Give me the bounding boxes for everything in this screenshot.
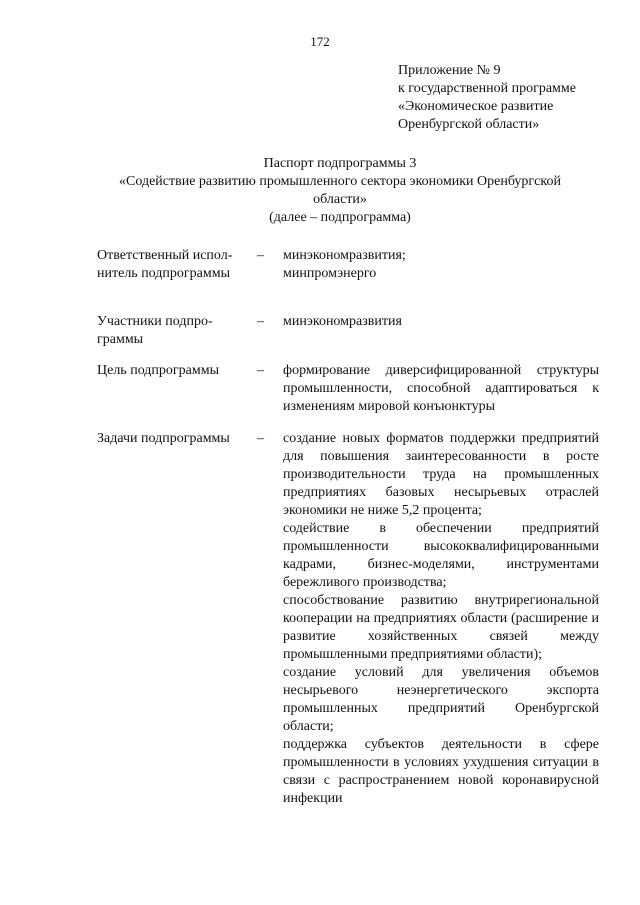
section-responsible-executor <box>97 247 607 283</box>
title-line: (далее – подпрограмма) <box>269 210 411 225</box>
label-line: нитель подпрограммы <box>97 266 230 281</box>
content-paragraph: формирование диверсифицированной структуры промышленности, способной адаптироваться к изменениям мировой конъюнктуры <box>283 363 599 414</box>
section-tasks <box>97 430 607 808</box>
label-line: граммы <box>97 332 144 347</box>
section-label <box>97 247 257 283</box>
appendix-line: «Экономическое развитие <box>398 99 554 114</box>
section-content <box>283 362 599 416</box>
section-content <box>283 313 599 349</box>
content-line: минпромэнерго <box>283 266 377 281</box>
page-number: 172 <box>310 34 330 49</box>
section-label <box>97 362 257 416</box>
task-paragraph: поддержка субъектов деятельности в сфере промышленности в условиях ухудшения ситуации в связи с распространением новой коронавирусной инфекции <box>283 737 599 806</box>
appendix-line: Приложение № 9 <box>398 63 501 78</box>
dash-separator: – <box>257 431 264 446</box>
task-paragraph: способствование развитию внутрирегиональной кооперации на предприятиях области (расширение и развитие хозяйственных связей между промышленными предприятиями области); <box>283 593 599 662</box>
label-line: Участники подпро- <box>97 314 213 329</box>
section-content <box>283 430 599 808</box>
appendix-header <box>398 62 633 134</box>
appendix-line: к государственной программе <box>398 81 576 96</box>
dash-separator: – <box>257 314 264 329</box>
title-line: области» <box>313 192 367 207</box>
content-line: минэкономразвития; <box>283 248 406 263</box>
label-line: Задачи подпрограммы <box>97 431 230 446</box>
appendix-line: Оренбургской области» <box>398 117 540 132</box>
section-content <box>283 247 599 283</box>
section-label <box>97 430 257 808</box>
dash-separator: – <box>257 248 264 263</box>
task-paragraph: создание новых форматов поддержки предприятий для повышения заинтересованности в росте производительности труда на промышленных предприятиях базовых несырьевых отраслей экономики не ниже 5,2 процента; <box>283 431 599 518</box>
section-label <box>97 313 257 349</box>
title-line: Паспорт подпрограммы 3 <box>263 156 417 171</box>
section-goal <box>97 362 607 416</box>
label-line: Цель подпрограммы <box>97 363 219 378</box>
section-participants <box>97 313 607 349</box>
task-paragraph: содействие в обеспечении предприятий промышленности высококвалифицированными кадрами, бизнес-моделями, инструментами бережливого производства; <box>283 521 599 590</box>
content-line: минэкономразвития <box>283 314 402 329</box>
title-line: «Содействие развитию промышленного сектора экономики Оренбургской <box>119 174 561 189</box>
document-title <box>40 155 640 227</box>
label-line: Ответственный испол- <box>97 248 233 263</box>
dash-separator: – <box>257 363 264 378</box>
task-paragraph: создание условий для увеличения объемов несырьевого неэнергетического экспорта промышленных предприятий Оренбургской области; <box>283 665 599 734</box>
